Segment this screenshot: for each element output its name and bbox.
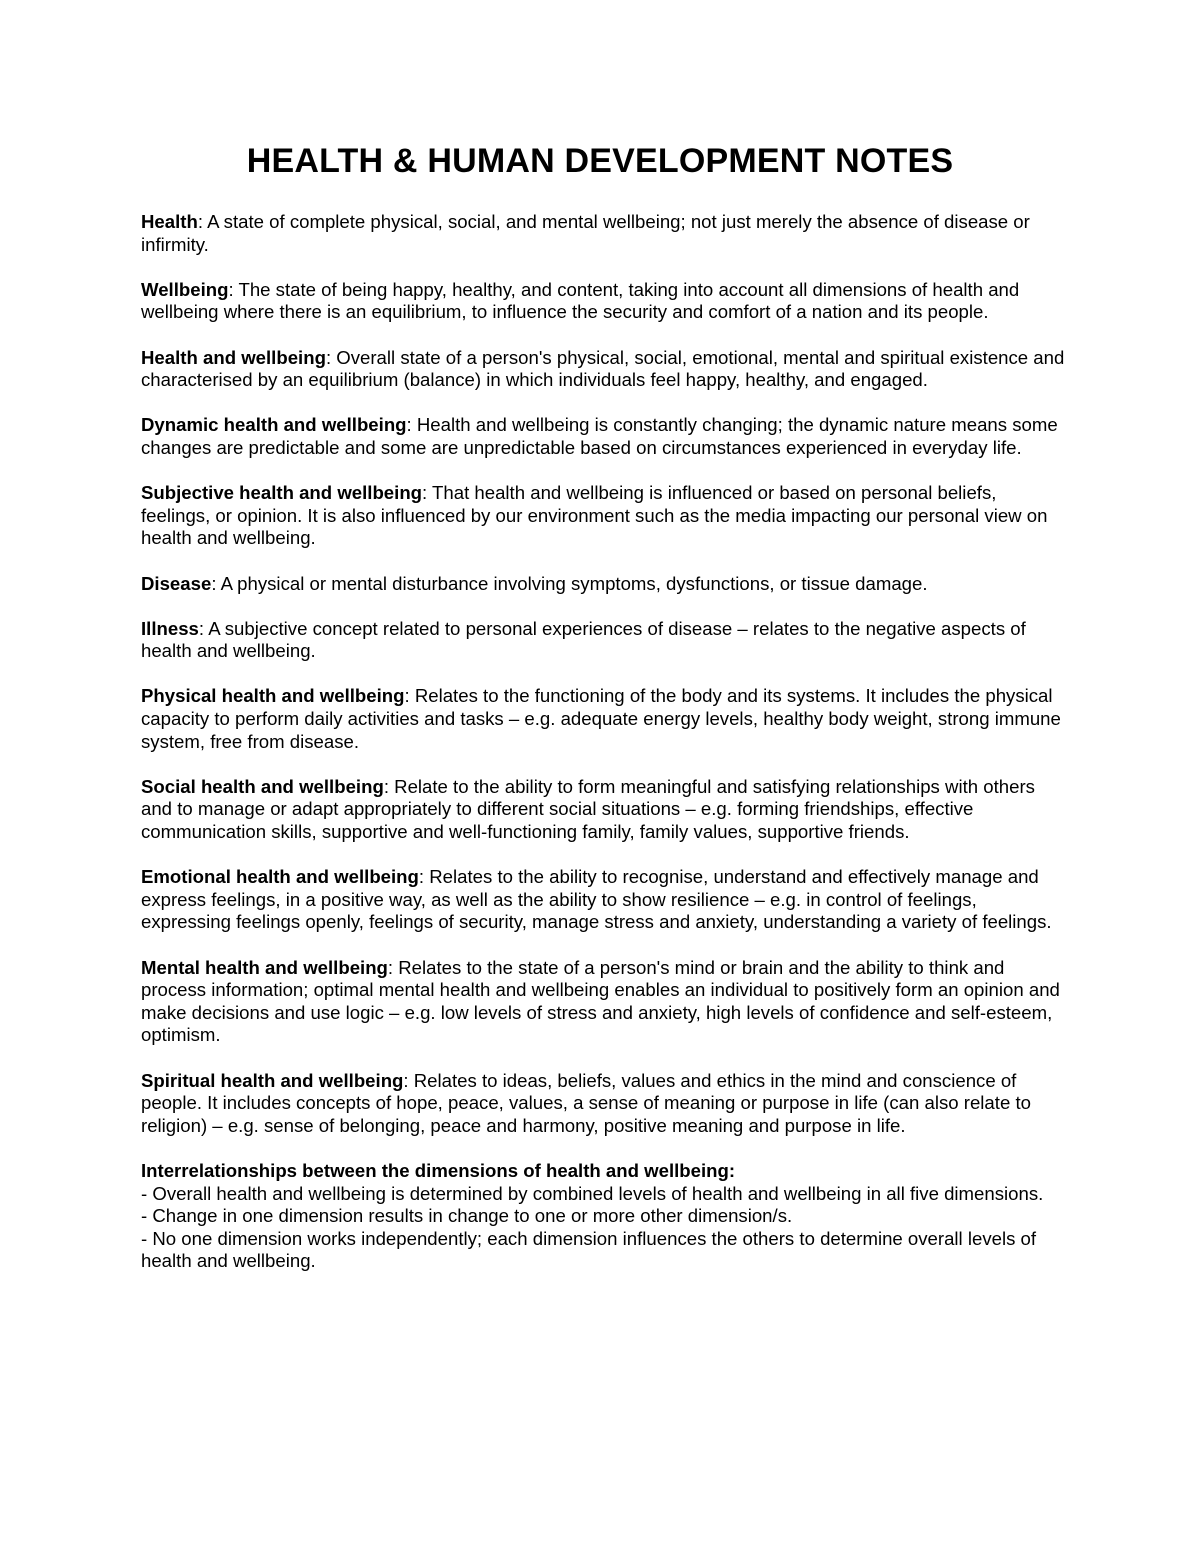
definition-disease xyxy=(141,573,1066,596)
definition-term: Health xyxy=(141,211,198,232)
definition-term: Emotional health and wellbeing xyxy=(141,866,419,888)
definition-term: Dynamic health and wellbeing xyxy=(141,414,407,436)
definition-text: : Health and wellbeing is constantly changing; the dynamic nature means some changes are predictable and some are unpredictable based on circumstances experienced in everyday life. xyxy=(141,414,1058,458)
definition-illness xyxy=(141,618,1066,663)
definition-term: Physical health and wellbeing xyxy=(141,685,405,707)
definition-text: : Overall state of a person's physical, social, emotional, mental and spiritual existence and characterised by an equilibrium (balance) in which individuals feel happy, healthy, and engaged. xyxy=(141,346,1065,391)
definition-emotional xyxy=(141,866,1066,934)
definition-text: : The state of being happy, healthy, and content, taking into account all dimensions of health and wellbeing where there is an equilibrium, to influence the security and comfort of a nation and its people. xyxy=(141,278,1020,323)
definition-term: Wellbeing xyxy=(141,278,229,300)
definition-term: Spiritual health and wellbeing xyxy=(141,1069,404,1091)
definition-term: Health and wellbeing xyxy=(141,346,326,368)
definition-text: : A subjective concept related to personal experiences of disease – relates to the negative aspects of health and wellbeing. xyxy=(141,617,1026,662)
definition-spiritual xyxy=(141,1070,1066,1138)
definition-health-and-wellbeing xyxy=(141,347,1066,392)
definition-term: Mental health and wellbeing xyxy=(141,956,388,978)
definition-term: Illness xyxy=(141,617,199,639)
definition-term: Disease xyxy=(141,572,212,594)
definition-text: : Relates to the functioning of the body and its systems. It includes the physical capacity to perform daily activities and tasks – e.g. adequate energy levels, healthy body weight, strong immune system, free from disease. xyxy=(141,685,1061,752)
definition-text: : Relates to the ability to recognise, understand and effectively manage and express feelings, in a positive way, as well as the ability to show resilience – e.g. in control of feelings, expressing feelings openly, feelings of security, manage stress and anxiety, understanding a variety of feelings. xyxy=(141,866,1052,933)
document-body xyxy=(141,211,1066,1273)
definition-dynamic xyxy=(141,414,1066,459)
interrelationship-point: - No one dimension works independently; each dimension influences the others to determine overall levels of health and wellbeing. xyxy=(141,1227,1037,1272)
definition-text: : A state of complete physical, social, and mental wellbeing; not just merely the absence of disease or infirmity. xyxy=(141,211,1030,255)
definition-wellbeing xyxy=(141,279,1066,324)
definition-text: : That health and wellbeing is influenced or based on personal beliefs, feelings, or opinion. It is also influenced by our environment such as the media impacting our personal view on health and wellbeing. xyxy=(141,482,1048,549)
definition-term: Subjective health and wellbeing xyxy=(141,482,423,504)
definition-mental xyxy=(141,957,1066,1047)
interrelationships-heading: Interrelationships between the dimensions of health and wellbeing: xyxy=(141,1159,736,1181)
interrelationship-point: - Overall health and wellbeing is determined by combined levels of health and wellbeing in all five dimensions. xyxy=(141,1182,1044,1204)
page-title: HEALTH & HUMAN DEVELOPMENT NOTES xyxy=(246,142,954,180)
definition-term: Social health and wellbeing xyxy=(141,775,384,797)
definition-text: : Relates to ideas, beliefs, values and ethics in the mind and conscience of people. It includes concepts of hope, peace, values, a sense of meaning or purpose in life (can also relate to religion) – e.g. sense of belonging, peace and harmony, positive meaning and purpose in life. xyxy=(141,1069,1031,1136)
definition-text: : Relates to the state of a person's mind or brain and the ability to think and process information; optimal mental health and wellbeing enables an individual to positively form an opinion and make decisions and use logic – e.g. low levels of stress and anxiety, high levels of confidence and self-esteem, optimism. xyxy=(141,956,1060,1046)
definition-physical xyxy=(141,685,1066,753)
definition-health xyxy=(141,211,1066,256)
definition-text: : Relate to the ability to form meaningful and satisfying relationships with others and to manage or adapt appropriately to different social situations – e.g. forming friendships, effective communication skills, supportive and well-functioning family, family values, supportive friends. xyxy=(141,775,1035,843)
definition-social xyxy=(141,776,1066,844)
definition-subjective xyxy=(141,482,1066,550)
definition-text: : A physical or mental disturbance involving symptoms, dysfunctions, or tissue damage. xyxy=(211,572,928,594)
interrelationship-point: - Change in one dimension results in change to one or more other dimension/s. xyxy=(141,1205,793,1227)
